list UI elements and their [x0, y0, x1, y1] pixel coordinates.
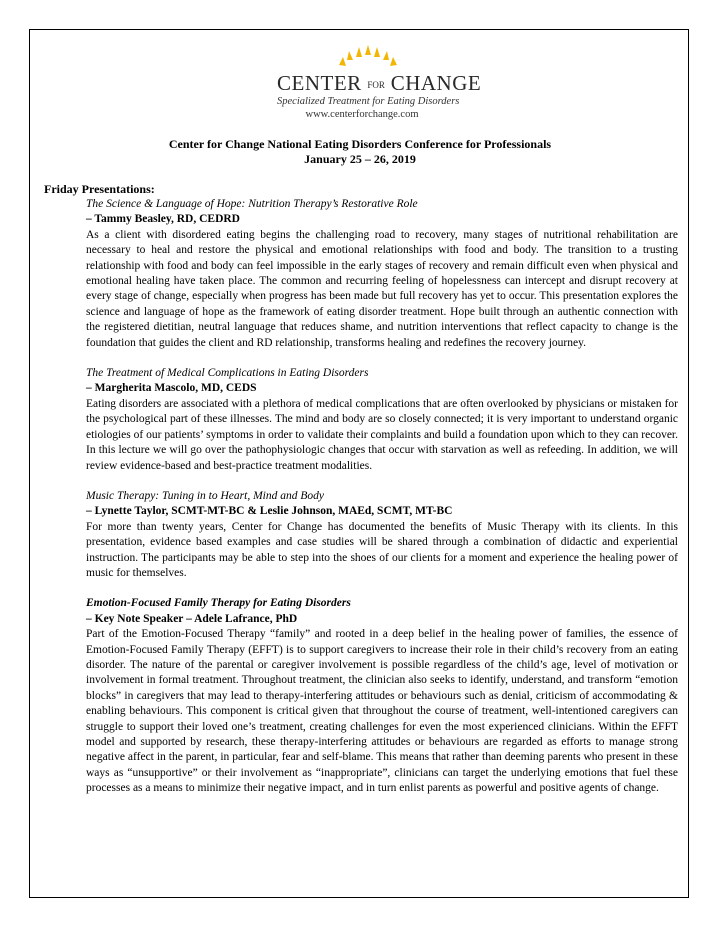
presentation-description: Part of the Emotion-Focused Therapy “family” and rooted in a deep belief in the healing power of families, the essence of Emotion-Focused Family Therapy (EFFT) is to support caregivers to increase their role in their child’s recovery from an eating disorder. The nature of the parental or caregiver involvement is possible regardless of the child’s age, level of motivation or involvement in formal treatment. Throughout treatment, the clinician also seeks to identify, understand, and transform “emotion blocks” in caregivers that may lead to therapy-interfering attitudes or behaviours such as denial, criticism of accommodating & enabling behaviours. This component is critical given that throughout the course of treatment, well-intentioned caregivers can struggle to support their loved one’s treatment, creating challenges for even the most experienced clinicians. Within the EFFT model and supported by research, these therapy-interfering attitudes or behaviours are regarded as efforts to manage strong negative affect in the parent, in particular, fear and self-blame. This means that rather than deeming parents who present in these ways as “unsupportive” or their involvement as “inappropriate”, clinicians can target the underlying emotions that fuel these processes as a means to minimize their negative impact, and in turn enlist parents as powerful and positive agents of change.: [86, 628, 678, 795]
logo-word-for: FOR: [367, 80, 385, 91]
presentation-item: [86, 366, 678, 474]
sun-rays-icon: [277, 43, 447, 71]
logo-word-change: CHANGE: [390, 71, 482, 95]
presentations-list: [86, 197, 678, 812]
presentation-description: As a client with disordered eating begins the challenging road to recovery, many stages of nutritional rehabilitation are necessary to heal and restore the physical and emotional relationships with food and body. The transition to a trusting relationship with food and body can feel impossible in the early stages of recovery and remain difficult even when physical and emotional healing have taken place. The common and recurring feeling of hopelessness can intercept and disrupt recovery at every stage of change, especially when progress has been made but full recovery has yet to occur. This presentation explores the science and language of hope as the framework of eating disorder treatment. Hope built through an authentic connection with the registered dietitian, neutral language that reduces shame, and nutrition interventions that reflect capacity to change is the foundation that guides the client and RD relationship, transforms healing and redefines the recovery journey.: [86, 228, 678, 349]
presentation-speaker: – Key Note Speaker – Adele Lafrance, PhD: [86, 612, 298, 625]
logo-url: www.centerforchange.com: [305, 109, 419, 120]
presentation-description: For more than twenty years, Center for Change has documented the benefits of Music Therapy with its clients. In this presentation, evidence based examples and case studies will be shared through a combination of didactic and experiential instruction. The participants may be able to step into the shoes of our clients for a moment and experience the healing power of music for themselves.: [86, 520, 678, 579]
presentation-title: The Science & Language of Hope: Nutrition Therapy’s Restorative Role: [86, 198, 418, 210]
presentation-speaker: – Lynette Taylor, SCMT-MT-BC & Leslie Johnson, MAEd, SCMT, MT-BC: [86, 505, 453, 518]
presentation-item: [86, 197, 678, 351]
presentation-speaker: – Tammy Beasley, RD, CEDRD: [86, 213, 240, 226]
presentation-speaker: – Margherita Mascolo, MD, CEDS: [86, 382, 257, 395]
day-heading: Friday Presentations:: [44, 182, 155, 196]
presentation-title: The Treatment of Medical Complications in Eating Disorders: [86, 367, 369, 380]
logo-word-center: CENTER: [277, 71, 362, 95]
logo-tagline: Specialized Treatment for Eating Disorders: [277, 96, 460, 107]
conference-dates: January 25 – 26, 2019: [304, 152, 416, 166]
presentation-description: Eating disorders are associated with a plethora of medical complications that are often overlooked by physicians or mistaken for the psychological part of these illnesses. The mind and body are so closely connected; it is very important to understand organic etiologies of our patients’ symptoms in order to validate their complaints and build a foundation upon which to they can recover. In this lecture we will go over the pathophysiologic changes that occur with starvation as well as refeeding. In addition, we will review evidence-based and best-practice treatment modalities.: [86, 397, 678, 472]
presentation-item: [86, 489, 678, 581]
center-for-change-logo: [277, 43, 482, 123]
logo-wordmark: [277, 71, 482, 96]
presentation-title: Emotion-Focused Family Therapy for Eating Disorders: [86, 597, 351, 610]
presentation-item: [86, 596, 678, 796]
presentation-title: Music Therapy: Tuning in to Heart, Mind and Body: [86, 489, 324, 502]
conference-header: [0, 137, 720, 167]
conference-title: Center for Change National Eating Disorders Conference for Professionals: [168, 137, 552, 151]
